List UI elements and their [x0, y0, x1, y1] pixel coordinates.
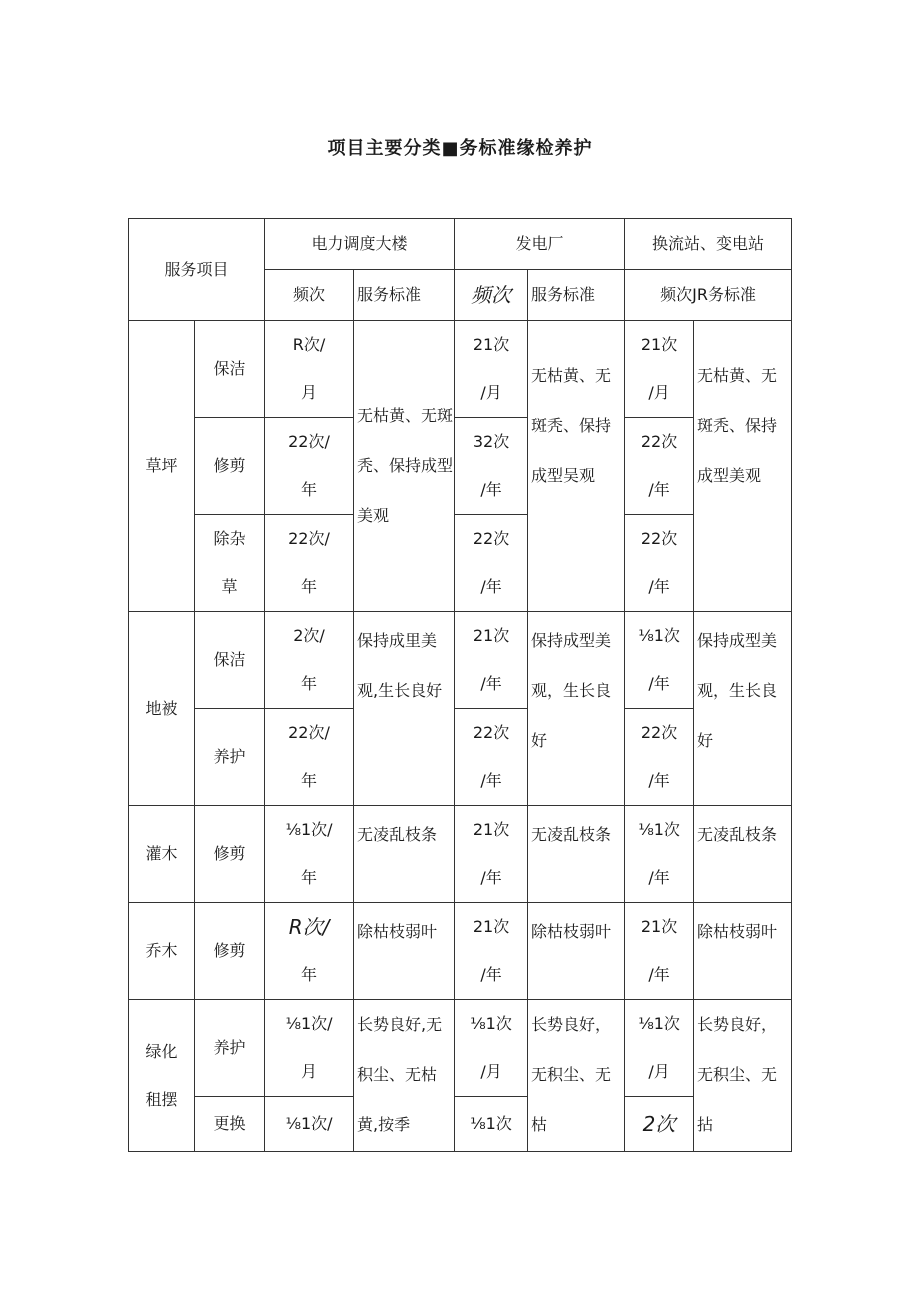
item-trim: 修剪	[195, 806, 265, 903]
freq-unit: /年	[648, 868, 670, 887]
header-freq: 频次	[265, 270, 354, 321]
item-clean: 保洁	[195, 321, 265, 418]
header-freq-standard: 频次JR务标准	[625, 270, 792, 321]
freq-cell	[455, 612, 528, 709]
freq-unit: /年	[648, 771, 670, 790]
item-care: 养护	[195, 1000, 265, 1097]
freq-value: 22次	[472, 529, 510, 548]
freq-unit: /月	[480, 1062, 502, 1081]
standard-text: 无枯黄、无斑秃、保持成型美观	[694, 321, 792, 612]
freq-value: 22次	[640, 432, 678, 451]
standard-text: 保持成型美观，生长良好	[694, 612, 792, 806]
standard-text: 除枯枝弱叶	[354, 903, 455, 1000]
freq-value: 22次/	[288, 723, 330, 742]
item-trim: 修剪	[195, 903, 265, 1000]
freq-cell	[455, 515, 528, 612]
freq-cell	[625, 418, 694, 515]
standard-text: 保持成型美观，生长良好	[528, 612, 625, 806]
standard-text: 长势良好,无积尘、无枯黄,按季	[354, 1000, 455, 1152]
freq-value: 21次	[472, 917, 510, 936]
freq-unit: /年	[480, 480, 502, 499]
freq-value: ⅛1次/	[285, 1014, 333, 1033]
category-line2: 租摆	[145, 1089, 178, 1109]
freq-unit: /年	[480, 577, 502, 596]
freq-value: R次/	[292, 335, 326, 354]
freq-value: ⅛1次/	[285, 820, 333, 839]
freq-unit: /年	[648, 480, 670, 499]
freq-unit: 年	[301, 868, 318, 887]
category-greenery-rental	[129, 1000, 195, 1152]
freq-unit: /年	[480, 965, 502, 984]
freq-unit: /月	[648, 1062, 670, 1081]
freq-unit: /年	[648, 965, 670, 984]
freq-unit: /年	[648, 577, 670, 596]
freq-value: 21次	[640, 335, 678, 354]
header-freq: 频次	[455, 270, 528, 321]
freq-value: 21次	[472, 820, 510, 839]
freq-cell	[625, 903, 694, 1000]
freq-cell	[455, 903, 528, 1000]
freq-cell	[625, 612, 694, 709]
service-standards-table	[128, 218, 792, 1152]
freq-cell	[455, 1000, 528, 1097]
item-replace: 更换	[195, 1097, 265, 1152]
freq-unit: 年	[301, 771, 318, 790]
header-group-substation: 换流站、变电站	[625, 219, 792, 270]
standard-text: 无凌乱枝条	[694, 806, 792, 903]
item-trim: 修剪	[195, 418, 265, 515]
freq-value: 2次	[625, 1097, 694, 1152]
freq-cell	[625, 515, 694, 612]
freq-cell	[625, 806, 694, 903]
freq-value: 21次	[640, 917, 678, 936]
freq-unit: /年	[480, 771, 502, 790]
freq-value: 32次	[472, 432, 510, 451]
item-weeding-line2: 草	[221, 577, 238, 596]
freq-cell	[265, 321, 354, 418]
header-group-power-plant: 发电厂	[455, 219, 625, 270]
category-ground-cover: 地被	[129, 612, 195, 806]
freq-value: 22次/	[288, 529, 330, 548]
item-weeding	[195, 515, 265, 612]
freq-value: ⅛1次	[455, 1097, 528, 1152]
freq-value: ⅛1次	[638, 1014, 680, 1033]
standard-text: 长势良好，无积尘、无拈	[694, 1000, 792, 1152]
category-shrub: 灌木	[129, 806, 195, 903]
freq-cell	[265, 1000, 354, 1097]
freq-cell	[265, 612, 354, 709]
header-service-item: 服务项目	[129, 219, 265, 321]
standard-text: 除枯枝弱叶	[528, 903, 625, 1000]
freq-value: 2次/	[293, 626, 325, 645]
freq-unit: 年	[301, 674, 318, 693]
freq-cell	[455, 418, 528, 515]
freq-cell	[455, 709, 528, 806]
freq-unit: 月	[301, 1062, 318, 1081]
freq-value: R次/	[288, 915, 330, 939]
header-group-dispatch-building: 电力调度大楼	[265, 219, 455, 270]
freq-unit: 月	[301, 383, 318, 402]
freq-cell	[265, 515, 354, 612]
freq-value: 22次/	[288, 432, 330, 451]
freq-cell	[625, 1000, 694, 1097]
freq-unit: /月	[480, 383, 502, 402]
category-line1: 绿化	[145, 1041, 178, 1061]
freq-unit: 年	[301, 577, 318, 596]
freq-value: 21次	[472, 335, 510, 354]
standard-text: 除枯枝弱叶	[694, 903, 792, 1000]
freq-value: ⅛1次/	[265, 1097, 354, 1152]
standard-text: 无凌乱枝条	[354, 806, 455, 903]
freq-cell	[625, 321, 694, 418]
freq-value: ⅛1次	[638, 626, 680, 645]
freq-unit: 年	[301, 965, 318, 984]
item-care: 养护	[195, 709, 265, 806]
freq-unit: /年	[480, 674, 502, 693]
category-lawn: 草坪	[129, 321, 195, 612]
freq-unit: /月	[648, 383, 670, 402]
standard-text: 无凌乱枝条	[528, 806, 625, 903]
freq-value: 22次	[472, 723, 510, 742]
item-weeding-line1: 除杂	[213, 529, 246, 548]
freq-value: ⅛1次	[470, 1014, 512, 1033]
freq-value: ⅛1次	[638, 820, 680, 839]
freq-cell	[625, 709, 694, 806]
freq-cell	[265, 709, 354, 806]
header-standard: 服务标准	[528, 270, 625, 321]
freq-value: 22次	[640, 723, 678, 742]
freq-cell	[455, 806, 528, 903]
freq-cell	[265, 806, 354, 903]
standard-text: 无枯黄、无斑秃、保持成型美观	[354, 321, 455, 612]
freq-unit: 年	[301, 480, 318, 499]
standard-text: 长势良好，无积尘、无枯	[528, 1000, 625, 1152]
category-tree: 乔木	[129, 903, 195, 1000]
item-clean: 保洁	[195, 612, 265, 709]
standard-text: 保持成里美观,生长良好	[354, 612, 455, 806]
freq-cell	[265, 418, 354, 515]
freq-cell	[455, 321, 528, 418]
header-standard: 服务标准	[354, 270, 455, 321]
freq-value: 22次	[640, 529, 678, 548]
freq-value: 21次	[472, 626, 510, 645]
page-title: 项目主要分类■务标准缘检养护	[327, 138, 593, 159]
standard-text: 无枯黄、无斑秃、保持成型吴观	[528, 321, 625, 612]
freq-unit: /年	[480, 868, 502, 887]
freq-cell	[265, 903, 354, 1000]
freq-unit: /年	[648, 674, 670, 693]
